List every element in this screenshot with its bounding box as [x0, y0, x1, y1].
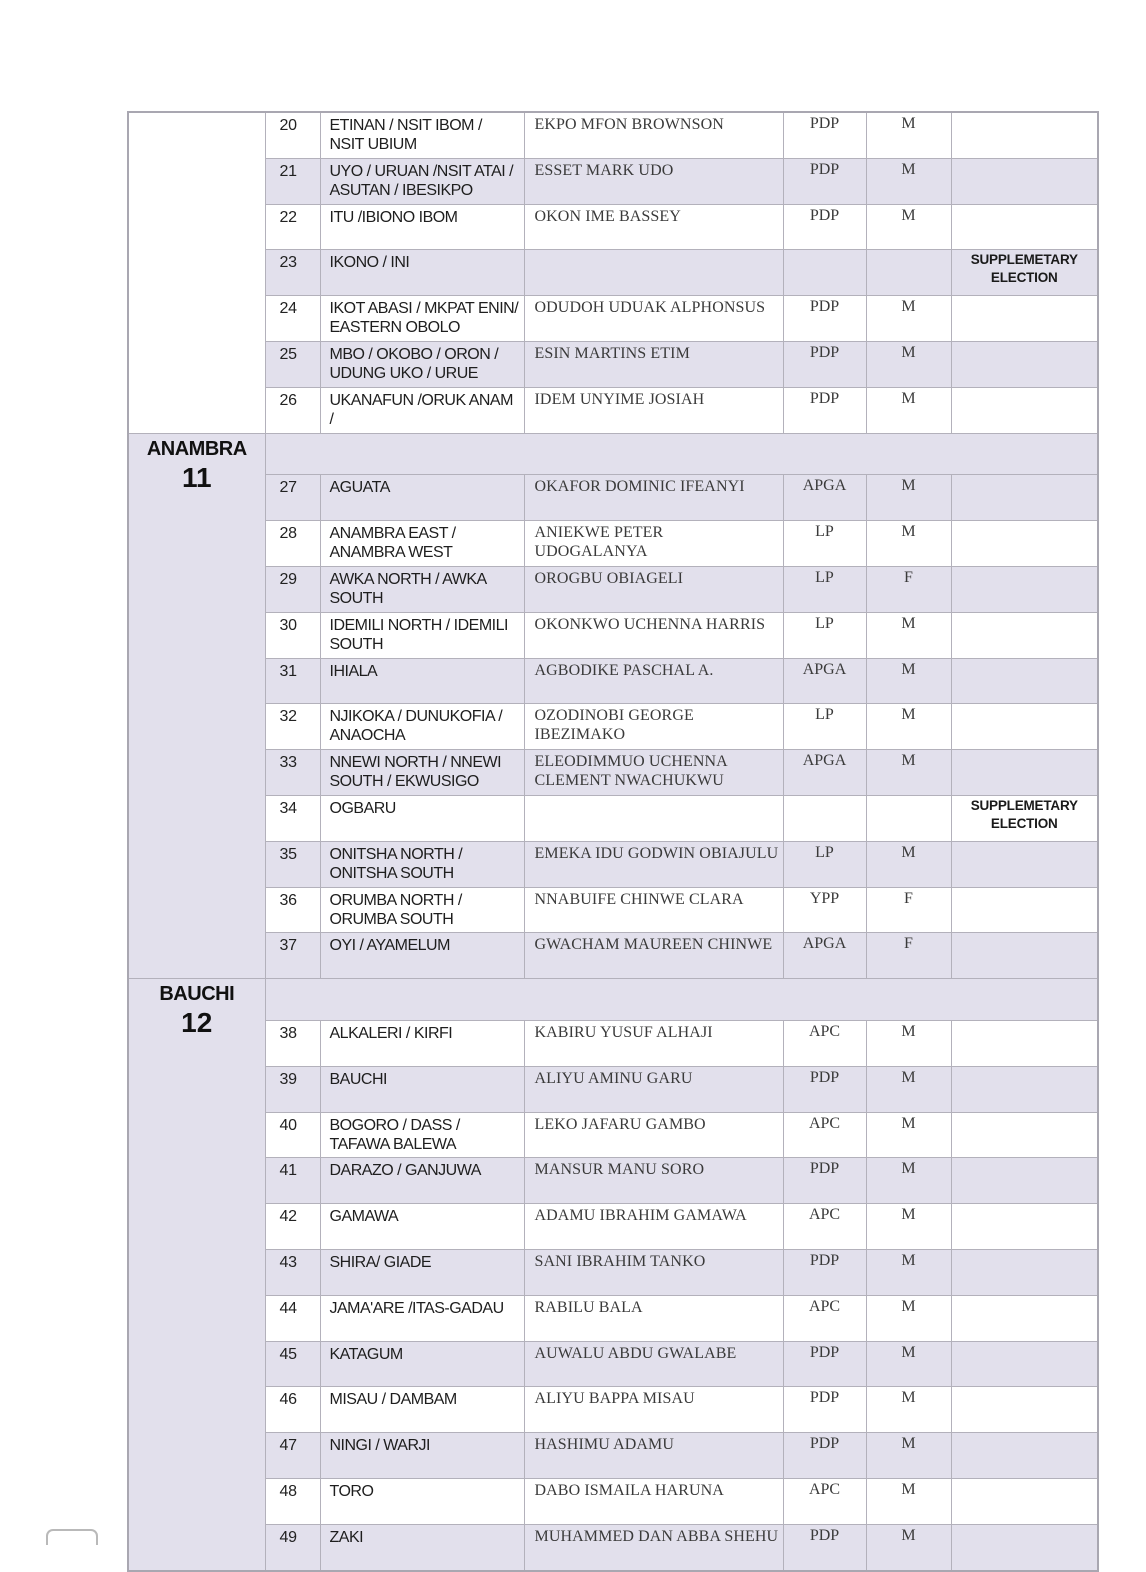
constituency-name: ITU /IBIONO IBOM [320, 204, 524, 250]
member-name: ESIN MARTINS ETIM [524, 341, 783, 387]
constituency-number: 48 [265, 1478, 320, 1524]
constituency-number: 30 [265, 612, 320, 658]
sex-cell: M [866, 1433, 951, 1479]
member-name [524, 250, 783, 296]
sex-cell: M [866, 1524, 951, 1570]
constituency-name: ONITSHA NORTH / ONITSHA SOUTH [320, 841, 524, 887]
constituency-name: OGBARU [320, 795, 524, 841]
sex-cell: F [866, 566, 951, 612]
member-name: NNABUIFE CHINWE CLARA [524, 887, 783, 933]
constituency-number: 45 [265, 1341, 320, 1387]
party-cell: PDP [783, 1524, 866, 1570]
remark-cell [951, 296, 1098, 342]
table-row [128, 521, 1098, 567]
constituency-name: NJIKOKA / DUNUKOFIA / ANAOCHA [320, 704, 524, 750]
table-row [128, 250, 1098, 296]
constituency-number: 41 [265, 1158, 320, 1204]
constituency-name: IKOT ABASI / MKPAT ENIN/ EASTERN OBOLO [320, 296, 524, 342]
constituency-number: 23 [265, 250, 320, 296]
table-row [128, 704, 1098, 750]
constituency-number: 46 [265, 1387, 320, 1433]
table-row [128, 1433, 1098, 1479]
remark-cell [951, 704, 1098, 750]
state-name: ANAMBRA [146, 437, 247, 460]
party-cell: LP [783, 521, 866, 567]
member-name: OROGBU OBIAGELI [524, 566, 783, 612]
constituency-name: ORUMBA NORTH / ORUMBA SOUTH [320, 887, 524, 933]
state-cell [128, 433, 265, 979]
member-name: ALIYU BAPPA MISAU [524, 1387, 783, 1433]
remark-cell [951, 387, 1098, 433]
party-cell: LP [783, 566, 866, 612]
constituency-name: IHIALA [320, 658, 524, 704]
constituency-name: DARAZO / GANJUWA [320, 1158, 524, 1204]
sex-cell: M [866, 704, 951, 750]
constituency-name: NNEWI NORTH / NNEWI SOUTH / EKWUSIGO [320, 750, 524, 796]
remark-cell: SUPPLEMETARY ELECTION [951, 795, 1098, 841]
constituency-name: MBO / OKOBO / ORON / UDUNG UKO / URUE [320, 341, 524, 387]
table-row [128, 1478, 1098, 1524]
constituency-name: JAMA'ARE /ITAS-GADAU [320, 1295, 524, 1341]
party-cell: APGA [783, 658, 866, 704]
remark-cell [951, 1433, 1098, 1479]
state-header-band [265, 433, 1098, 475]
remark-cell [951, 1204, 1098, 1250]
member-name: SANI IBRAHIM TANKO [524, 1249, 783, 1295]
constituency-name: AWKA NORTH / AWKA SOUTH [320, 566, 524, 612]
constituency-number: 38 [265, 1020, 320, 1066]
remark-cell [951, 933, 1098, 979]
constituency-number: 21 [265, 158, 320, 204]
party-cell: APC [783, 1295, 866, 1341]
member-name: OZODINOBI GEORGE IBEZIMAKO [524, 704, 783, 750]
remark-cell [951, 1387, 1098, 1433]
constituency-name: UKANAFUN /ORUK ANAM / [320, 387, 524, 433]
constituency-name: ALKALERI / KIRFI [320, 1020, 524, 1066]
party-cell: PDP [783, 1387, 866, 1433]
sex-cell: M [866, 1249, 951, 1295]
party-cell: PDP [783, 1341, 866, 1387]
sex-cell: M [866, 1387, 951, 1433]
sex-cell: M [866, 1204, 951, 1250]
table-row [128, 841, 1098, 887]
sex-cell: M [866, 112, 951, 158]
party-cell: PDP [783, 158, 866, 204]
sex-cell: M [866, 158, 951, 204]
constituency-name: IKONO / INI [320, 250, 524, 296]
constituency-number: 32 [265, 704, 320, 750]
constituency-name: ANAMBRA EAST / ANAMBRA WEST [320, 521, 524, 567]
table-row [128, 1249, 1098, 1295]
constituency-number: 34 [265, 795, 320, 841]
member-name: LEKO JAFARU GAMBO [524, 1112, 783, 1158]
state-cell [128, 979, 265, 1571]
table-row [128, 1341, 1098, 1387]
remark-cell [951, 521, 1098, 567]
constituency-number: 49 [265, 1524, 320, 1570]
member-name: OKONKWO UCHENNA HARRIS [524, 612, 783, 658]
sex-cell [866, 795, 951, 841]
table-row [128, 204, 1098, 250]
remark-cell [951, 112, 1098, 158]
state-header-row [128, 433, 1098, 475]
state-header-band [265, 979, 1098, 1021]
party-cell: PDP [783, 204, 866, 250]
member-name: RABILU BALA [524, 1295, 783, 1341]
constituency-number: 42 [265, 1204, 320, 1250]
remark-cell [951, 1341, 1098, 1387]
sex-cell: M [866, 658, 951, 704]
member-name [524, 795, 783, 841]
constituency-number: 28 [265, 521, 320, 567]
table-row [128, 296, 1098, 342]
member-name: GWACHAM MAUREEN CHINWE [524, 933, 783, 979]
sex-cell: M [866, 341, 951, 387]
constituency-number: 39 [265, 1066, 320, 1112]
remark-cell [951, 887, 1098, 933]
page-tab-edge [46, 1529, 98, 1545]
member-name: ELEODIMMUO UCHENNA CLEMENT NWACHUKWU [524, 750, 783, 796]
table-row [128, 158, 1098, 204]
party-cell [783, 250, 866, 296]
party-cell: PDP [783, 1433, 866, 1479]
constituency-number: 24 [265, 296, 320, 342]
remark-cell: SUPPLEMETARY ELECTION [951, 250, 1098, 296]
constituency-name: ZAKI [320, 1524, 524, 1570]
remark-cell [951, 658, 1098, 704]
sex-cell: F [866, 887, 951, 933]
sex-cell: M [866, 1341, 951, 1387]
table-row [128, 387, 1098, 433]
table-row [128, 1020, 1098, 1066]
party-cell: APC [783, 1112, 866, 1158]
remark-cell [951, 475, 1098, 521]
table-row [128, 750, 1098, 796]
constituency-number: 31 [265, 658, 320, 704]
remark-cell [951, 1112, 1098, 1158]
table-row [128, 1204, 1098, 1250]
state-seat-count: 11 [181, 461, 212, 493]
party-cell: APC [783, 1204, 866, 1250]
member-name: AGBODIKE PASCHAL A. [524, 658, 783, 704]
member-name: KABIRU YUSUF ALHAJI [524, 1020, 783, 1066]
member-name: ADAMU IBRAHIM GAMAWA [524, 1204, 783, 1250]
party-cell [783, 795, 866, 841]
state-cell [128, 112, 265, 433]
constituency-name: GAMAWA [320, 1204, 524, 1250]
table-row [128, 1387, 1098, 1433]
constituency-number: 20 [265, 112, 320, 158]
remark-cell [951, 1158, 1098, 1204]
table-row [128, 795, 1098, 841]
constituency-number: 26 [265, 387, 320, 433]
party-cell: APGA [783, 475, 866, 521]
state-seat-count: 12 [181, 1007, 213, 1039]
member-name: IDEM UNYIME JOSIAH [524, 387, 783, 433]
table-row [128, 1066, 1098, 1112]
constituency-name: KATAGUM [320, 1341, 524, 1387]
table-row [128, 1112, 1098, 1158]
constituency-name: BOGORO / DASS / TAFAWA BALEWA [320, 1112, 524, 1158]
table-row [128, 1524, 1098, 1570]
constituency-number: 35 [265, 841, 320, 887]
state-header-row [128, 979, 1098, 1021]
constituency-name: MISAU / DAMBAM [320, 1387, 524, 1433]
table-row [128, 887, 1098, 933]
constituency-name: ETINAN / NSIT IBOM / NSIT UBIUM [320, 112, 524, 158]
member-name: ANIEKWE PETER UDOGALANYA [524, 521, 783, 567]
party-cell: PDP [783, 341, 866, 387]
sex-cell: M [866, 1158, 951, 1204]
party-cell: PDP [783, 1249, 866, 1295]
constituency-number: 33 [265, 750, 320, 796]
sex-cell: M [866, 1020, 951, 1066]
table-row [128, 1295, 1098, 1341]
party-cell: LP [783, 841, 866, 887]
constituency-number: 37 [265, 933, 320, 979]
party-cell: APGA [783, 750, 866, 796]
sex-cell: M [866, 750, 951, 796]
constituency-number: 25 [265, 341, 320, 387]
constituency-number: 47 [265, 1433, 320, 1479]
constituency-number: 36 [265, 887, 320, 933]
sex-cell: M [866, 521, 951, 567]
party-cell: YPP [783, 887, 866, 933]
member-name: AUWALU ABDU GWALABE [524, 1341, 783, 1387]
sex-cell: M [866, 1112, 951, 1158]
table-row [128, 933, 1098, 979]
member-name: MUHAMMED DAN ABBA SHEHU [524, 1524, 783, 1570]
member-name: OKAFOR DOMINIC IFEANYI [524, 475, 783, 521]
member-name: OKON IME BASSEY [524, 204, 783, 250]
table-row [128, 475, 1098, 521]
remark-cell [951, 341, 1098, 387]
constituency-name: TORO [320, 1478, 524, 1524]
remark-cell [951, 612, 1098, 658]
constituency-number: 29 [265, 566, 320, 612]
sex-cell: M [866, 1295, 951, 1341]
remark-cell [951, 1478, 1098, 1524]
sex-cell: M [866, 387, 951, 433]
constituency-name: OYI / AYAMELUM [320, 933, 524, 979]
member-name: ESSET MARK UDO [524, 158, 783, 204]
sex-cell: M [866, 475, 951, 521]
sex-cell: M [866, 296, 951, 342]
sex-cell: M [866, 841, 951, 887]
remark-cell [951, 566, 1098, 612]
sex-cell: M [866, 1478, 951, 1524]
table-row [128, 612, 1098, 658]
party-cell: PDP [783, 296, 866, 342]
sex-cell: M [866, 204, 951, 250]
sex-cell: M [866, 1066, 951, 1112]
state-name: BAUCHI [159, 983, 235, 1006]
party-cell: APC [783, 1020, 866, 1066]
constituency-number: 43 [265, 1249, 320, 1295]
remark-cell [951, 1524, 1098, 1570]
remark-cell [951, 750, 1098, 796]
party-cell: APGA [783, 933, 866, 979]
member-name: EKPO MFON BROWNSON [524, 112, 783, 158]
remark-cell [951, 1020, 1098, 1066]
party-cell: PDP [783, 1158, 866, 1204]
remark-cell [951, 1066, 1098, 1112]
member-name: ODUDOH UDUAK ALPHONSUS [524, 296, 783, 342]
member-name: EMEKA IDU GODWIN OBIAJULU [524, 841, 783, 887]
member-name: MANSUR MANU SORO [524, 1158, 783, 1204]
member-name: ALIYU AMINU GARU [524, 1066, 783, 1112]
constituency-number: 40 [265, 1112, 320, 1158]
table-row [128, 658, 1098, 704]
member-name: HASHIMU ADAMU [524, 1433, 783, 1479]
party-cell: APC [783, 1478, 866, 1524]
constituency-number: 22 [265, 204, 320, 250]
remark-cell [951, 158, 1098, 204]
remark-cell [951, 1249, 1098, 1295]
constituency-name: BAUCHI [320, 1066, 524, 1112]
party-cell: LP [783, 612, 866, 658]
party-cell: LP [783, 704, 866, 750]
sex-cell: M [866, 612, 951, 658]
table-row [128, 112, 1098, 158]
remark-cell [951, 1295, 1098, 1341]
party-cell: PDP [783, 387, 866, 433]
constituency-number: 27 [265, 475, 320, 521]
constituency-name: UYO / URUAN /NSIT ATAI / ASUTAN / IBESIKPO [320, 158, 524, 204]
member-name: DABO ISMAILA HARUNA [524, 1478, 783, 1524]
constituency-name: IDEMILI NORTH / IDEMILI SOUTH [320, 612, 524, 658]
sex-cell: F [866, 933, 951, 979]
remark-cell [951, 204, 1098, 250]
party-cell: PDP [783, 112, 866, 158]
table-row [128, 1158, 1098, 1204]
table-row [128, 566, 1098, 612]
remark-cell [951, 841, 1098, 887]
elected-members-table [127, 111, 1099, 1572]
party-cell: PDP [783, 1066, 866, 1112]
constituency-name: NINGI / WARJI [320, 1433, 524, 1479]
sex-cell [866, 250, 951, 296]
table-row [128, 341, 1098, 387]
constituency-name: AGUATA [320, 475, 524, 521]
constituency-number: 44 [265, 1295, 320, 1341]
constituency-name: SHIRA/ GIADE [320, 1249, 524, 1295]
